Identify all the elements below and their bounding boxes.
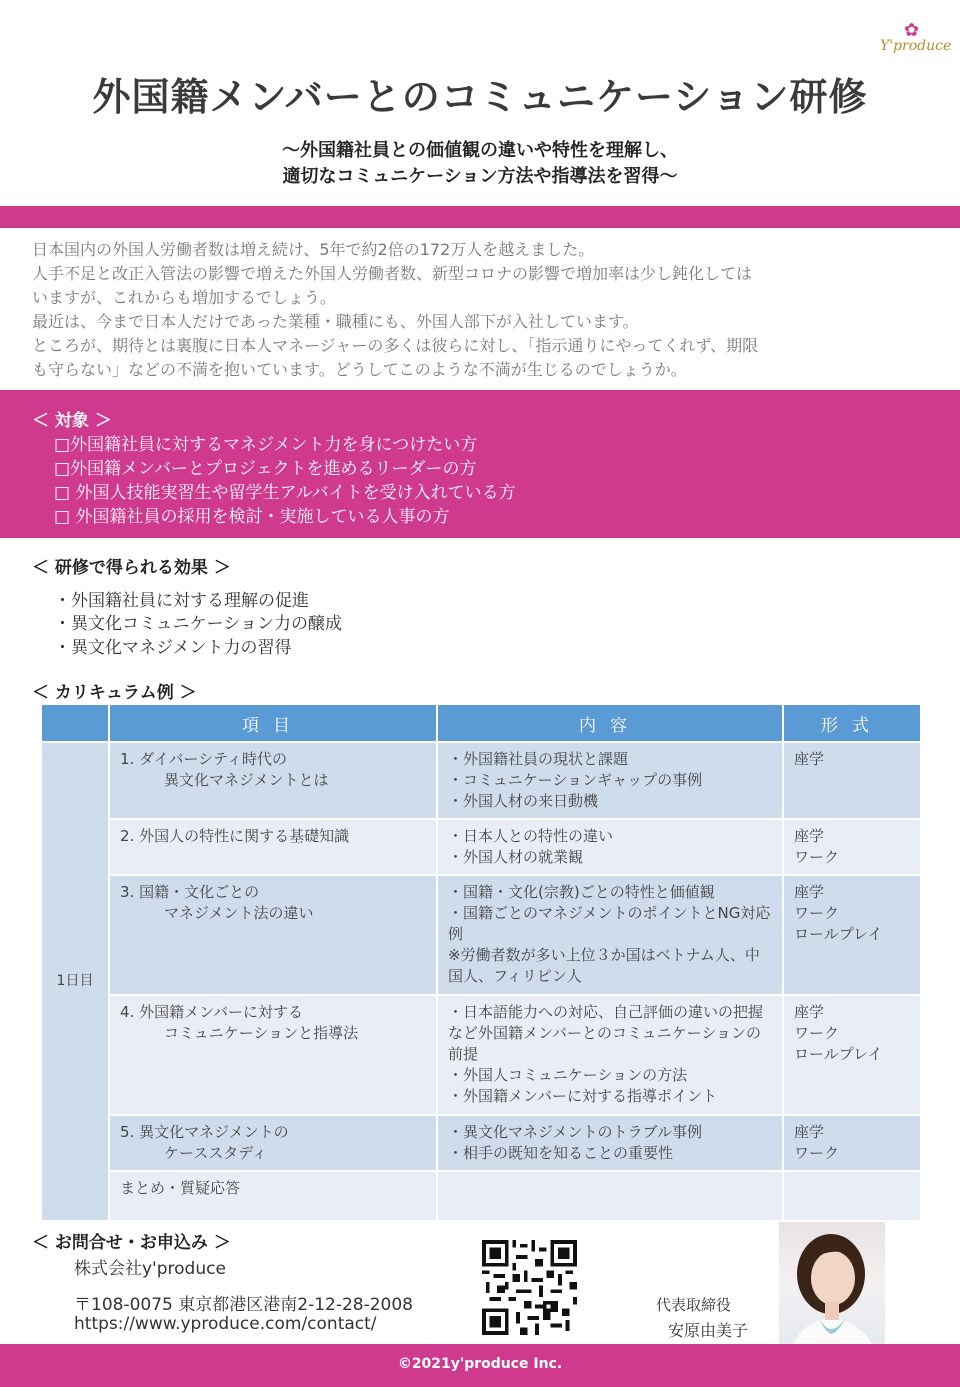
format-cell-line: ロールプレイ bbox=[794, 1045, 883, 1063]
table-row bbox=[41, 995, 921, 1115]
company-name: 株式会社y'produce bbox=[74, 1259, 226, 1279]
item-cell bbox=[109, 995, 437, 1115]
content-cell bbox=[437, 1115, 783, 1171]
item-cell bbox=[109, 742, 437, 819]
content-cell-line: ・国籍ごとのマネジメントのポイントとNG対応例 bbox=[448, 904, 771, 943]
intro-line: も守らない」などの不満を抱いています。どうしてこのような不満が生じるのでしょうか。 bbox=[32, 360, 687, 379]
format-cell-line: 座学 bbox=[794, 1003, 825, 1021]
effect-item: ・外国籍社員に対する理解の促進 bbox=[54, 591, 309, 611]
content-cell-line: ・日本人との特性の違い bbox=[448, 827, 614, 845]
format-cell-line: ロールプレイ bbox=[794, 925, 883, 943]
format-cell-line: 座学 bbox=[794, 1123, 825, 1141]
content-cell-line: ・外国人材の来日動機 bbox=[448, 792, 599, 810]
content-cell-line: ・外国籍社員の現状と課題 bbox=[448, 750, 629, 768]
content-cell-line: ※労働者数が多い上位３か国はベトナム人、中国人、フィリピン人 bbox=[448, 946, 760, 985]
representative-name: 安原由美子 bbox=[668, 1321, 749, 1340]
content-cell bbox=[437, 819, 783, 875]
intro-paragraph bbox=[32, 238, 932, 382]
page-title: 外国籍メンバーとのコミュニケーション研修 bbox=[92, 75, 868, 119]
logo-text: Y'produce bbox=[880, 38, 952, 54]
target-item: □ 外国人技能実習生や留学生アルバイトを受け入れている方 bbox=[54, 483, 516, 503]
intro-line: 人手不足と改正入管法の影響で増えた外国人労働者数、新型コロナの影響で増加率は少し鈍化しては bbox=[32, 264, 753, 283]
address: 〒108-0075 東京都港区港南2-12-28-2008 bbox=[74, 1295, 413, 1315]
content-cell-line: ・外国人材の就業観 bbox=[448, 848, 584, 866]
format-cell-line: ワーク bbox=[794, 904, 840, 922]
item-cell bbox=[109, 819, 437, 875]
effects-heading: ＜ 研修で得られる効果 ＞ bbox=[32, 558, 231, 578]
item-cell-line: 2. 外国人の特性に関する基礎知識 bbox=[120, 827, 350, 845]
curriculum-table bbox=[40, 703, 922, 1222]
item-cell bbox=[109, 1171, 437, 1221]
table-row bbox=[41, 875, 921, 995]
content-cell bbox=[437, 742, 783, 819]
item-cell-line: 4. 外国籍メンバーに対する bbox=[120, 1003, 304, 1021]
item-cell-line: まとめ・質疑応答 bbox=[120, 1179, 241, 1197]
flower-icon: ✿ bbox=[904, 20, 920, 41]
content-cell bbox=[437, 875, 783, 995]
item-cell-line: 異文化マネジメントとは bbox=[164, 771, 329, 789]
item-cell bbox=[109, 1115, 437, 1171]
representative-title: 代表取締役 bbox=[656, 1296, 732, 1314]
format-cell bbox=[783, 742, 921, 819]
header-content: 内容 bbox=[437, 704, 783, 742]
accent-band bbox=[0, 206, 960, 228]
item-cell-line: ケーススタディ bbox=[164, 1144, 268, 1162]
content-cell-line: ・外国人コミュニケーションの方法 bbox=[448, 1066, 688, 1084]
item-cell-line: 5. 異文化マネジメントの bbox=[120, 1123, 289, 1141]
format-cell bbox=[783, 875, 921, 995]
format-cell-line: 座学 bbox=[794, 883, 825, 901]
target-item: □外国籍メンバーとプロジェクトを進めるリーダーの方 bbox=[54, 459, 477, 479]
item-cell-line: コミュニケーションと指導法 bbox=[164, 1024, 359, 1042]
content-cell-line: ・外国籍メンバーに対する指導ポイント bbox=[448, 1087, 717, 1105]
table-row bbox=[41, 1171, 921, 1221]
intro-line: ところが、期待とは裏腹に日本人マネージャーの多くは彼らに対し、「指示通りにやってくれず、期限 bbox=[32, 336, 759, 355]
intro-line: 最近は、今まで日本人だけであった業種・職種にも、外国人部下が入社しています。 bbox=[32, 312, 639, 331]
content-cell-line: ・異文化マネジメントのトラブル事例 bbox=[448, 1123, 702, 1141]
format-cell bbox=[783, 819, 921, 875]
day-cell: 1日目 bbox=[41, 742, 109, 1221]
item-cell-line: マネジメント法の違い bbox=[164, 904, 314, 922]
header-format: 形式 bbox=[783, 704, 921, 742]
intro-line: 日本国内の外国人労働者数は増え続け、5年で約2倍の172万人を越えました。 bbox=[32, 240, 595, 259]
content-cell-line: ・相手の既知を知ることの重要性 bbox=[448, 1144, 674, 1162]
target-item: □ 外国籍社員の採用を検討・実施している人事の方 bbox=[54, 507, 450, 527]
format-cell-line: 座学 bbox=[794, 750, 825, 768]
content-cell bbox=[437, 1171, 783, 1221]
content-cell-line: ・コミュニケーションギャップの事例 bbox=[448, 771, 703, 789]
curriculum-heading: ＜ カリキュラム例 ＞ bbox=[32, 683, 197, 703]
content-cell-line: ・国籍・文化(宗教)ごとの特性と価値観 bbox=[448, 883, 715, 901]
format-cell bbox=[783, 1171, 921, 1221]
table-header-row bbox=[41, 704, 921, 742]
effect-item: ・異文化コミュニケーション力の醸成 bbox=[54, 614, 342, 634]
header-blank bbox=[41, 704, 109, 742]
intro-line: いますが、これからも増加するでしょう。 bbox=[32, 288, 336, 307]
format-cell-line: ワーク bbox=[794, 848, 840, 866]
contact-url-link[interactable]: https://www.yproduce.com/contact/ bbox=[74, 1314, 377, 1334]
copyright: ©2021y'produce Inc. bbox=[397, 1356, 563, 1372]
table-row bbox=[41, 1115, 921, 1171]
format-cell bbox=[783, 995, 921, 1115]
table-row bbox=[41, 742, 921, 819]
item-cell-line: 1. ダイバーシティ時代の bbox=[120, 750, 287, 768]
format-cell-line: 座学 bbox=[794, 827, 825, 845]
format-cell-line: ワーク bbox=[794, 1144, 840, 1162]
contact-heading: ＜ お問合せ・お申込み ＞ bbox=[32, 1233, 231, 1253]
target-heading: ＜ 対象 ＞ bbox=[32, 411, 112, 431]
brand-logo bbox=[868, 20, 952, 68]
qr-code-icon[interactable] bbox=[482, 1240, 577, 1335]
content-cell-line: ・日本語能力への対応、自己評価の違いの把握など外国籍メンバーとのコミュニケーションの前提 bbox=[448, 1003, 764, 1063]
header-item: 項目 bbox=[109, 704, 437, 742]
subtitle-line-1: ～外国籍社員との価値観の違いや特性を理解し、 bbox=[282, 140, 678, 161]
subtitle-line-2: 適切なコミュニケーション方法や指導法を習得～ bbox=[282, 166, 678, 187]
item-cell bbox=[109, 875, 437, 995]
format-cell-line: ワーク bbox=[794, 1024, 840, 1042]
item-cell-line: 3. 国籍・文化ごとの bbox=[120, 883, 260, 901]
content-cell bbox=[437, 995, 783, 1115]
format-cell bbox=[783, 1115, 921, 1171]
effect-item: ・異文化マネジメント力の習得 bbox=[54, 638, 292, 658]
table-row bbox=[41, 819, 921, 875]
target-item: □外国籍社員に対するマネジメント力を身につけたい方 bbox=[54, 435, 478, 455]
